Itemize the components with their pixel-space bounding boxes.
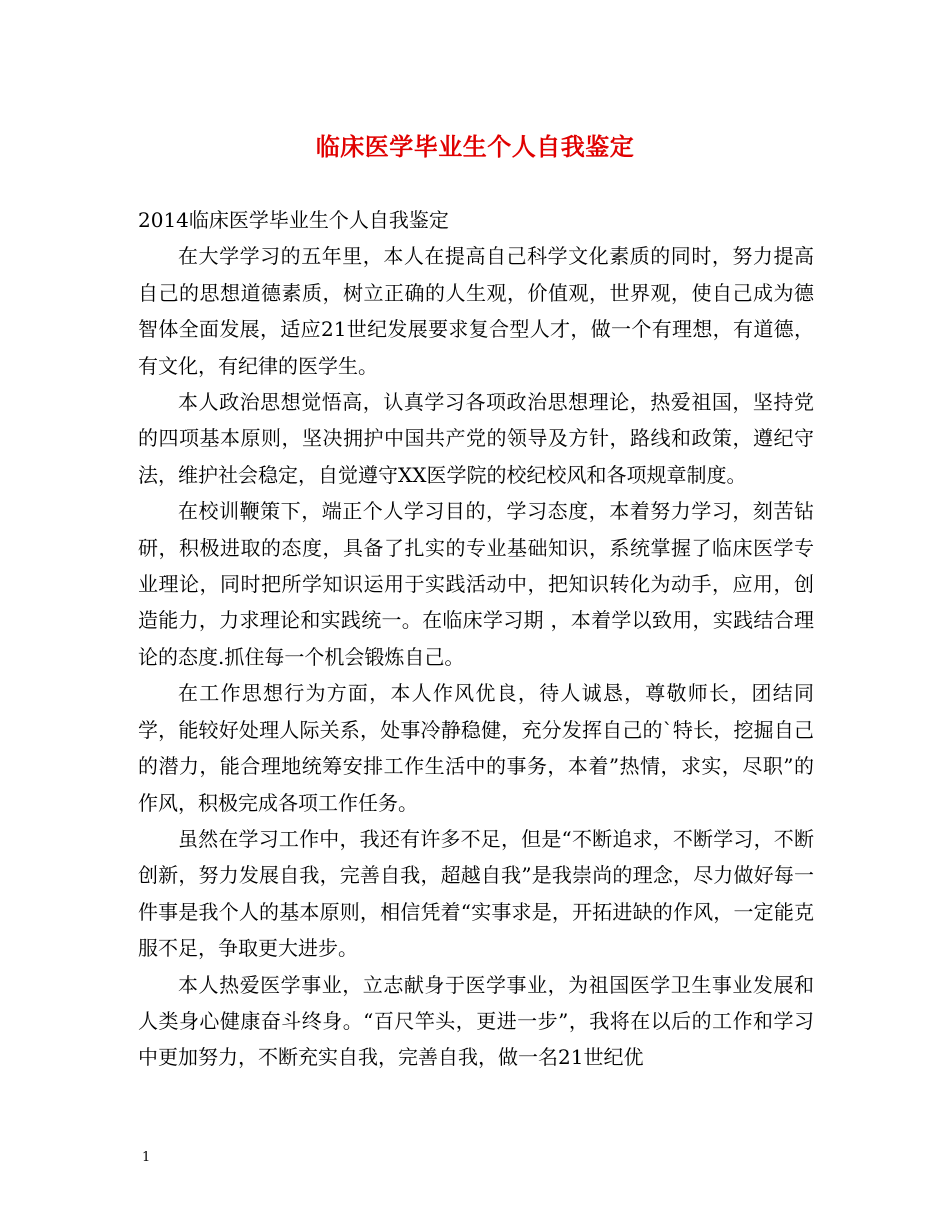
paragraph: 在工作思想行为方面，本人作风优良，待人诚恳，尊敬师长，团结同学，能较好处理人际关系，处事冷静稳健，充分发挥自己的`特长，挖掘自己的潜力，能合理地统筹安排工作生活中的事务，本着”热情，求实，尽职”的作风，积极完成各项工作任务。: [138, 681, 814, 815]
paragraph: 虽然在学习工作中，我还有许多不足，但是“不断追求，不断学习，不断创新，努力发展自我，完善自我，超越自我”是我崇尚的理念，尽力做好每一件事是我个人的基本原则，相信凭着“实事求是，开拓进缺的作风，一定能克服不足，争取更大进步。: [138, 826, 814, 961]
paragraph: 在大学学习的五年里，本人在提高自己科学文化素质的同时，努力提高自己的思想道德素质，树立正确的人生观，价值观，世界观，使自己成为德智体全面发展，适应21世纪发展要求复合型人才，做一个有理想，有道德，有文化，有纪律的医学生。: [138, 244, 814, 378]
document-subtitle: 2014临床医学毕业生个人自我鉴定: [138, 208, 449, 232]
paragraph: 本人热爱医学事业，立志献身于医学事业，为祖国医学卫生事业发展和人类身心健康奋斗终身。“百尺竿头，更进一步”，我将在以后的工作和学习中更加努力，不断充实自我，完善自我，做一名21世纪优: [138, 972, 814, 1070]
paragraph: 本人政治思想觉悟高，认真学习各项政治思想理论，热爱祖国，坚持党的四项基本原则，坚决拥护中国共产党的领导及方针，路线和政策，遵纪守法，维护社会稳定，自觉遵守XX医学院的校纪校风和各项规章制度。: [138, 390, 814, 487]
page-number: 1: [142, 1150, 151, 1165]
document-body: [138, 202, 814, 1076]
document-title: 临床医学毕业生个人自我鉴定: [315, 132, 635, 161]
paragraph: 在校训鞭策下，端正个人学习目的，学习态度，本着努力学习，刻苦钻研，积极进取的态度，具备了扎实的专业基础知识，系统掌握了临床医学专业理论，同时把所学知识运用于实践活动中，把知识转化为动手，应用，创造能力，力求理论和实践统一。在临床学习期 ，本着学以致用，实践结合理论的态度.抓住每一个机会锻炼自己。: [138, 499, 814, 669]
